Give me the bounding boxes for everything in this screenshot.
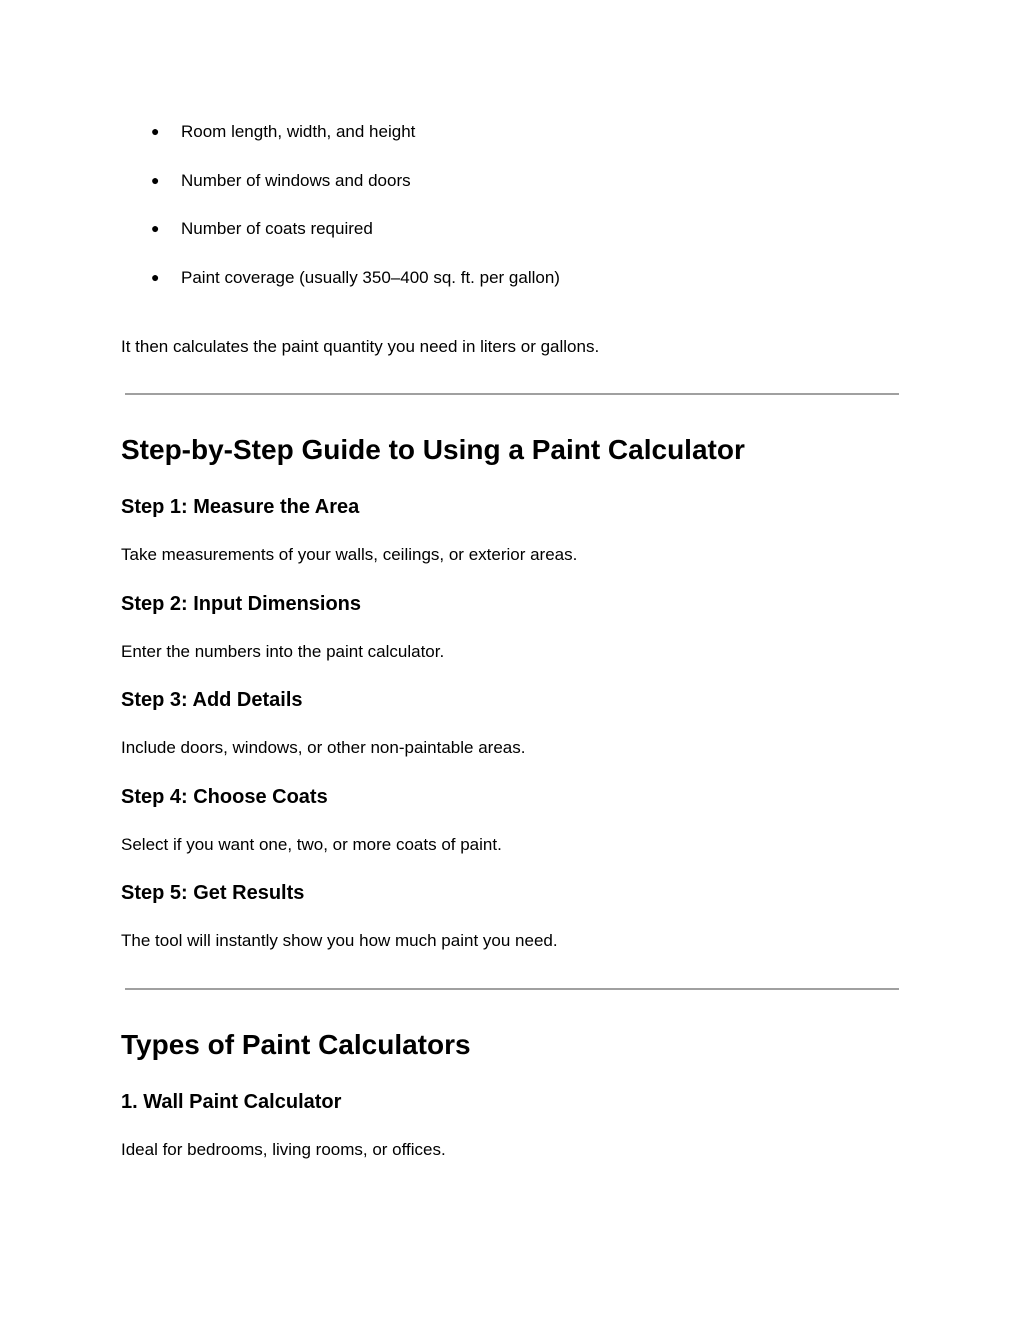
section-heading: Types of Paint Calculators (121, 1029, 471, 1060)
paragraph: Ideal for bedrooms, living rooms, or offices. (121, 1140, 446, 1159)
paragraph: It then calculates the paint quantity you need in liters or gallons. (121, 337, 600, 356)
list-item: Paint coverage (usually 350–400 sq. ft. per gallon) (181, 268, 560, 287)
paragraph: Take measurements of your walls, ceilings, or exterior areas. (121, 545, 578, 564)
paragraph: Enter the numbers into the paint calculator. (121, 642, 445, 661)
step-heading: Step 1: Measure the Area (121, 496, 360, 518)
divider (125, 988, 899, 990)
bullet-icon: ● (151, 269, 160, 285)
list-item: Number of coats required (181, 219, 373, 238)
paragraph: Include doors, windows, or other non-paintable areas. (121, 738, 526, 757)
paragraph: The tool will instantly show you how much paint you need. (121, 931, 558, 950)
paragraph: Select if you want one, two, or more coats of paint. (121, 835, 502, 854)
bullet-icon: ● (151, 220, 160, 236)
step-heading: Step 3: Add Details (121, 689, 303, 711)
divider (125, 393, 899, 395)
subsection-heading: 1. Wall Paint Calculator (121, 1091, 342, 1113)
bullet-icon: ● (151, 172, 160, 188)
step-heading: Step 4: Choose Coats (121, 786, 328, 808)
section-heading: Step-by-Step Guide to Using a Paint Calculator (121, 434, 745, 465)
bullet-icon: ● (151, 123, 160, 139)
step-heading: Step 5: Get Results (121, 882, 305, 904)
step-heading: Step 2: Input Dimensions (121, 593, 362, 615)
list-item: Number of windows and doors (181, 171, 411, 190)
list-item: Room length, width, and height (181, 122, 416, 141)
